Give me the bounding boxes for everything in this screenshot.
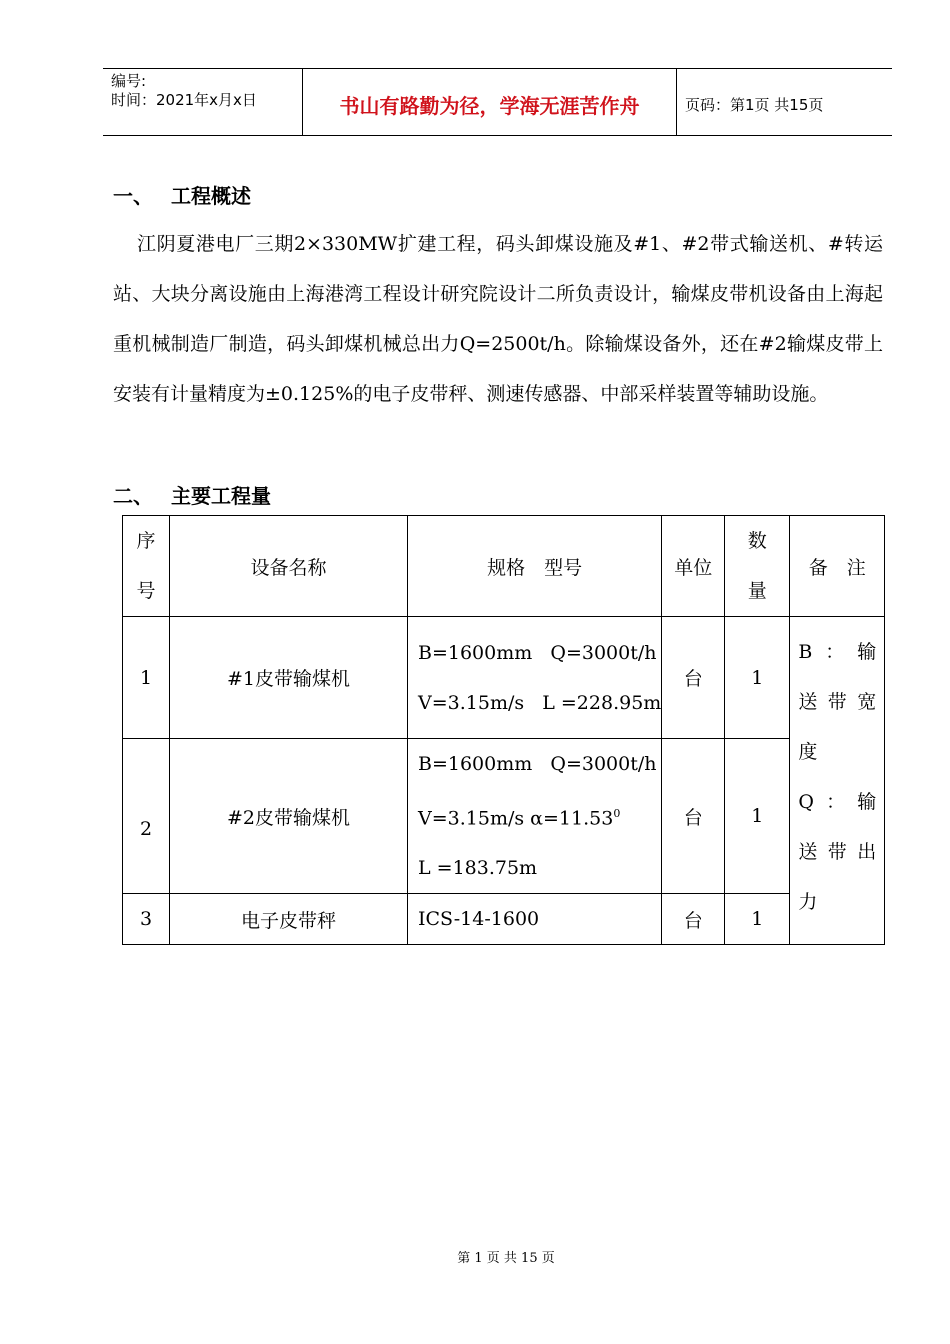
note-cell bbox=[790, 617, 885, 945]
row-2-spec-line1: B=1600mm Q=3000t/h bbox=[418, 753, 657, 775]
note-line: 度 bbox=[798, 741, 818, 763]
row-2-unit: 台 bbox=[662, 739, 725, 894]
table-row bbox=[123, 617, 885, 739]
table-row bbox=[123, 894, 885, 945]
time-label: 时间：2021年x月x日 bbox=[111, 91, 257, 109]
row-1-name: #1皮带输煤机 bbox=[170, 617, 408, 739]
header-spec: 规格 型号 bbox=[408, 516, 662, 617]
row-1-spec-line2: V=3.15m/s L =228.95m bbox=[418, 691, 662, 714]
row-1-qty: 1 bbox=[725, 617, 790, 739]
table-row bbox=[123, 739, 885, 894]
header-qty-line1: 数 bbox=[747, 530, 767, 552]
row-3-name: 电子皮带秤 bbox=[170, 894, 408, 945]
section-2-title: 主要工程量 bbox=[171, 484, 271, 508]
note-line: 送带出 bbox=[798, 841, 877, 863]
section-1-heading bbox=[113, 180, 251, 209]
header-unit: 单位 bbox=[662, 516, 725, 617]
header-motto: 书山有路勤为径，学海无涯苦作舟 bbox=[303, 69, 677, 135]
row-3-spec: ICS-14-1600 bbox=[408, 894, 662, 945]
header-page-label: 页码：第1页 共15页 bbox=[685, 95, 824, 114]
row-2-name: #2皮带输煤机 bbox=[170, 739, 408, 894]
header-seq bbox=[123, 516, 170, 617]
header-note: 备 注 bbox=[790, 516, 885, 617]
row-2-qty: 1 bbox=[725, 739, 790, 894]
row-1-unit: 台 bbox=[662, 617, 725, 739]
section-1-title: 工程概述 bbox=[171, 184, 251, 208]
page-header bbox=[103, 68, 892, 136]
row-2-spec bbox=[408, 739, 662, 894]
section-1-number: 一、 bbox=[113, 184, 153, 208]
note-line: 力 bbox=[798, 891, 818, 913]
row-3-unit: 台 bbox=[662, 894, 725, 945]
note-line: B：输 bbox=[798, 641, 877, 663]
row-1-spec bbox=[408, 617, 662, 739]
page-footer: 第 1 页 共 15 页 bbox=[457, 1251, 555, 1266]
header-name: 设备名称 bbox=[170, 516, 408, 617]
note-line: Q：输 bbox=[798, 791, 877, 813]
header-meta bbox=[103, 69, 303, 135]
row-2-spec-line2 bbox=[418, 789, 661, 843]
note-line: 送带宽 bbox=[798, 691, 877, 713]
header-seq-line1: 序 bbox=[136, 530, 156, 552]
row-2-spec-line2-sup: 0 bbox=[613, 807, 621, 820]
row-2-seq: 2 bbox=[123, 739, 170, 894]
row-1-seq: 1 bbox=[123, 617, 170, 739]
row-3-seq: 3 bbox=[123, 894, 170, 945]
row-3-qty: 1 bbox=[725, 894, 790, 945]
header-seq-line2: 号 bbox=[136, 580, 156, 602]
section-2-number: 二、 bbox=[113, 484, 153, 508]
row-2-spec-line2-main: V=3.15m/s α=11.53 bbox=[418, 807, 614, 830]
section-2-heading bbox=[113, 480, 271, 509]
quantity-table bbox=[122, 515, 885, 945]
header-qty-line2: 量 bbox=[747, 580, 767, 602]
row-1-spec-line1: B=1600mm Q=3000t/h bbox=[418, 641, 657, 664]
row-2-spec-line3: L =183.75m bbox=[418, 857, 538, 880]
table-header-row bbox=[123, 516, 885, 617]
header-qty bbox=[725, 516, 790, 617]
section-1-paragraph: 江阴夏港电厂三期2×330MW扩建工程，码头卸煤设施及#1、#2带式输送机、#转运站、大块分离设施由上海港湾工程设计研究院设计二所负责设计，输煤皮带机设备由上海起重机械制造厂制造，码头卸煤机械总出力Q=2500t/h。除输煤设备外，还在#2输煤皮带上安装有计量精度为±0.125%的电子皮带秤、测速传感器、中部采样装置等辅助设施。 bbox=[113, 233, 883, 405]
code-label: 编号: bbox=[111, 72, 147, 90]
